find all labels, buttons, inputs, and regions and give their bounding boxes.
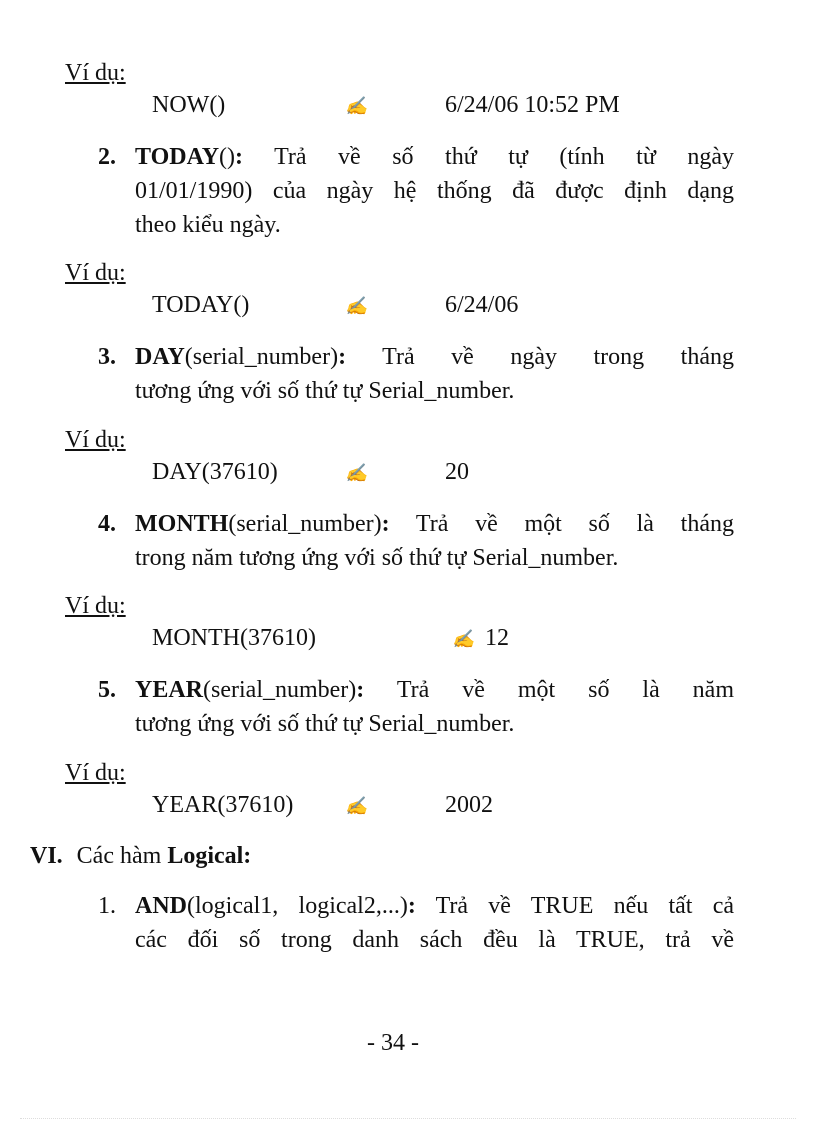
writing-hand-icon: ✍ <box>345 296 368 316</box>
example-result: 6/24/06 <box>445 292 519 318</box>
function-args: (serial_number) <box>184 344 339 370</box>
section-number: VI. <box>30 843 63 869</box>
function-item-today: 2. TODAY(): Trả về số thứ tự (tính từ ngày 01/01/1990) của ngày hệ thống đã được định dạng theo kiểu ngày. <box>98 140 734 242</box>
function-name: DAY <box>135 344 185 370</box>
item-number: 2. <box>98 144 116 170</box>
function-args: () <box>219 144 236 170</box>
function-item-and: 1. AND(logical1, logical2,...): Trả về TRUE nếu tất cả các đối số trong danh sách đều là TRUE, trả về <box>98 889 734 957</box>
function-name: YEAR <box>135 677 204 703</box>
description-line: tương ứng với số thứ tự Serial_number. <box>135 378 515 404</box>
example-label: Ví dụ: <box>65 60 126 86</box>
example-now <box>152 92 620 119</box>
description-line: Trả về ngày trong tháng <box>346 344 734 370</box>
description-line: 01/01/1990) của ngày hệ thống đã được định dạng <box>135 178 734 204</box>
example-today <box>152 292 519 319</box>
example-day <box>152 459 469 486</box>
description-line: trong năm tương ứng với số thứ tự Serial_number. <box>135 545 619 571</box>
section-title-bold: Logical: <box>167 843 252 869</box>
page-divider <box>20 1118 796 1119</box>
function-name: MONTH <box>135 511 229 537</box>
section-title: Các hàm <box>76 843 168 869</box>
function-name: AND <box>135 893 187 919</box>
item-number: 1. <box>98 893 116 919</box>
description-line: tương ứng với số thứ tự Serial_number. <box>135 711 515 737</box>
function-args: (serial_number) <box>203 677 357 703</box>
description-line: Trả về TRUE nếu tất cả <box>415 893 734 919</box>
description-line: theo kiểu ngày. <box>135 212 281 238</box>
example-label: Ví dụ: <box>65 593 126 619</box>
example-function: MONTH(37610) <box>152 625 316 651</box>
example-function: DAY(37610) <box>152 459 278 485</box>
example-label: Ví dụ: <box>65 427 126 453</box>
writing-hand-icon: ✍ <box>345 463 368 483</box>
function-item-day: 3. DAY(serial_number): Trả về ngày trong tháng tương ứng với số thứ tự Serial_number. <box>98 340 734 408</box>
function-item-year: 5. YEAR(serial_number): Trả về một số là năm tương ứng với số thứ tự Serial_number. <box>98 673 734 741</box>
writing-hand-icon: ✍ <box>452 629 475 649</box>
function-item-month: 4. MONTH(serial_number): Trả về một số là tháng trong năm tương ứng với số thứ tự Serial_number. <box>98 507 734 575</box>
page-number: - 34 - <box>367 1030 419 1056</box>
example-result: 20 <box>445 459 469 485</box>
example-result: 2002 <box>445 792 493 818</box>
example-function: TODAY() <box>152 292 250 318</box>
writing-hand-icon: ✍ <box>345 96 368 116</box>
item-number: 5. <box>98 677 116 703</box>
function-name: TODAY <box>135 144 220 170</box>
writing-hand-icon: ✍ <box>345 796 368 816</box>
description-line: Trả về một số là tháng <box>389 511 734 537</box>
section-heading-logical <box>30 843 251 870</box>
item-number: 3. <box>98 344 116 370</box>
example-month <box>152 625 509 652</box>
example-function: NOW() <box>152 92 226 118</box>
example-function: YEAR(37610) <box>152 792 294 818</box>
example-result: 6/24/06 10:52 PM <box>445 92 620 118</box>
description-line: các đối số trong danh sách đều là TRUE, trả về <box>135 927 734 953</box>
example-result: 12 <box>485 625 509 651</box>
function-args: (serial_number) <box>228 511 382 537</box>
description-line: Trả về một số là năm <box>364 677 734 703</box>
example-label: Ví dụ: <box>65 260 126 286</box>
description-line: Trả về số thứ tự (tính từ ngày <box>243 144 734 170</box>
function-args: (logical1, logical2,...) <box>187 893 408 919</box>
example-label: Ví dụ: <box>65 760 126 786</box>
item-number: 4. <box>98 511 116 537</box>
example-year <box>152 792 493 819</box>
